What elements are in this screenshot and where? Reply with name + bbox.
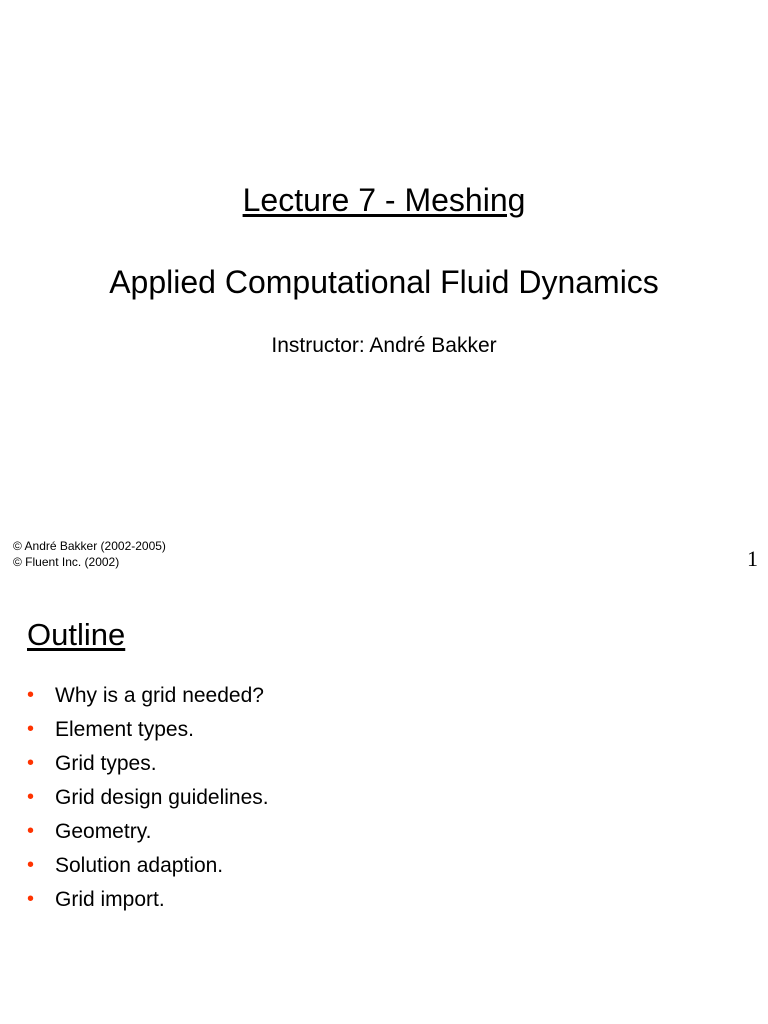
- list-item: [27, 713, 269, 747]
- copyright-notice: [13, 538, 166, 570]
- list-item-label: Element types.: [55, 718, 194, 741]
- lecture-title: Lecture 7 - Meshing: [242, 182, 526, 218]
- instructor-line: Instructor: André Bakker: [271, 334, 497, 357]
- outline-title: Outline: [27, 617, 126, 652]
- list-item: [27, 849, 269, 883]
- page-number: 1: [747, 546, 758, 571]
- list-item-label: Geometry.: [55, 820, 152, 843]
- list-item: [27, 679, 269, 713]
- list-item: [27, 781, 269, 815]
- copyright-line-bakker: © André Bakker (2002-2005): [13, 539, 166, 553]
- bullet-icon: •: [27, 820, 35, 842]
- course-title: Applied Computational Fluid Dynamics: [109, 264, 659, 300]
- list-item: [27, 747, 269, 781]
- list-item-label: Solution adaption.: [55, 854, 224, 877]
- list-item-label: Grid import.: [55, 888, 165, 911]
- list-item-label: Grid design guidelines.: [55, 786, 269, 809]
- copyright-line-fluent: © Fluent Inc. (2002): [13, 555, 120, 569]
- outline-list: [27, 679, 269, 917]
- list-item: [27, 883, 269, 917]
- list-item-label: Grid types.: [55, 752, 157, 775]
- list-item: [27, 815, 269, 849]
- bullet-icon: •: [27, 752, 35, 774]
- bullet-icon: •: [27, 684, 35, 706]
- bullet-icon: •: [27, 854, 35, 876]
- bullet-icon: •: [27, 888, 35, 910]
- bullet-icon: •: [27, 786, 35, 808]
- outline-slide: [0, 576, 768, 1024]
- list-item-label: Why is a grid needed?: [55, 684, 264, 707]
- bullet-icon: •: [27, 718, 35, 740]
